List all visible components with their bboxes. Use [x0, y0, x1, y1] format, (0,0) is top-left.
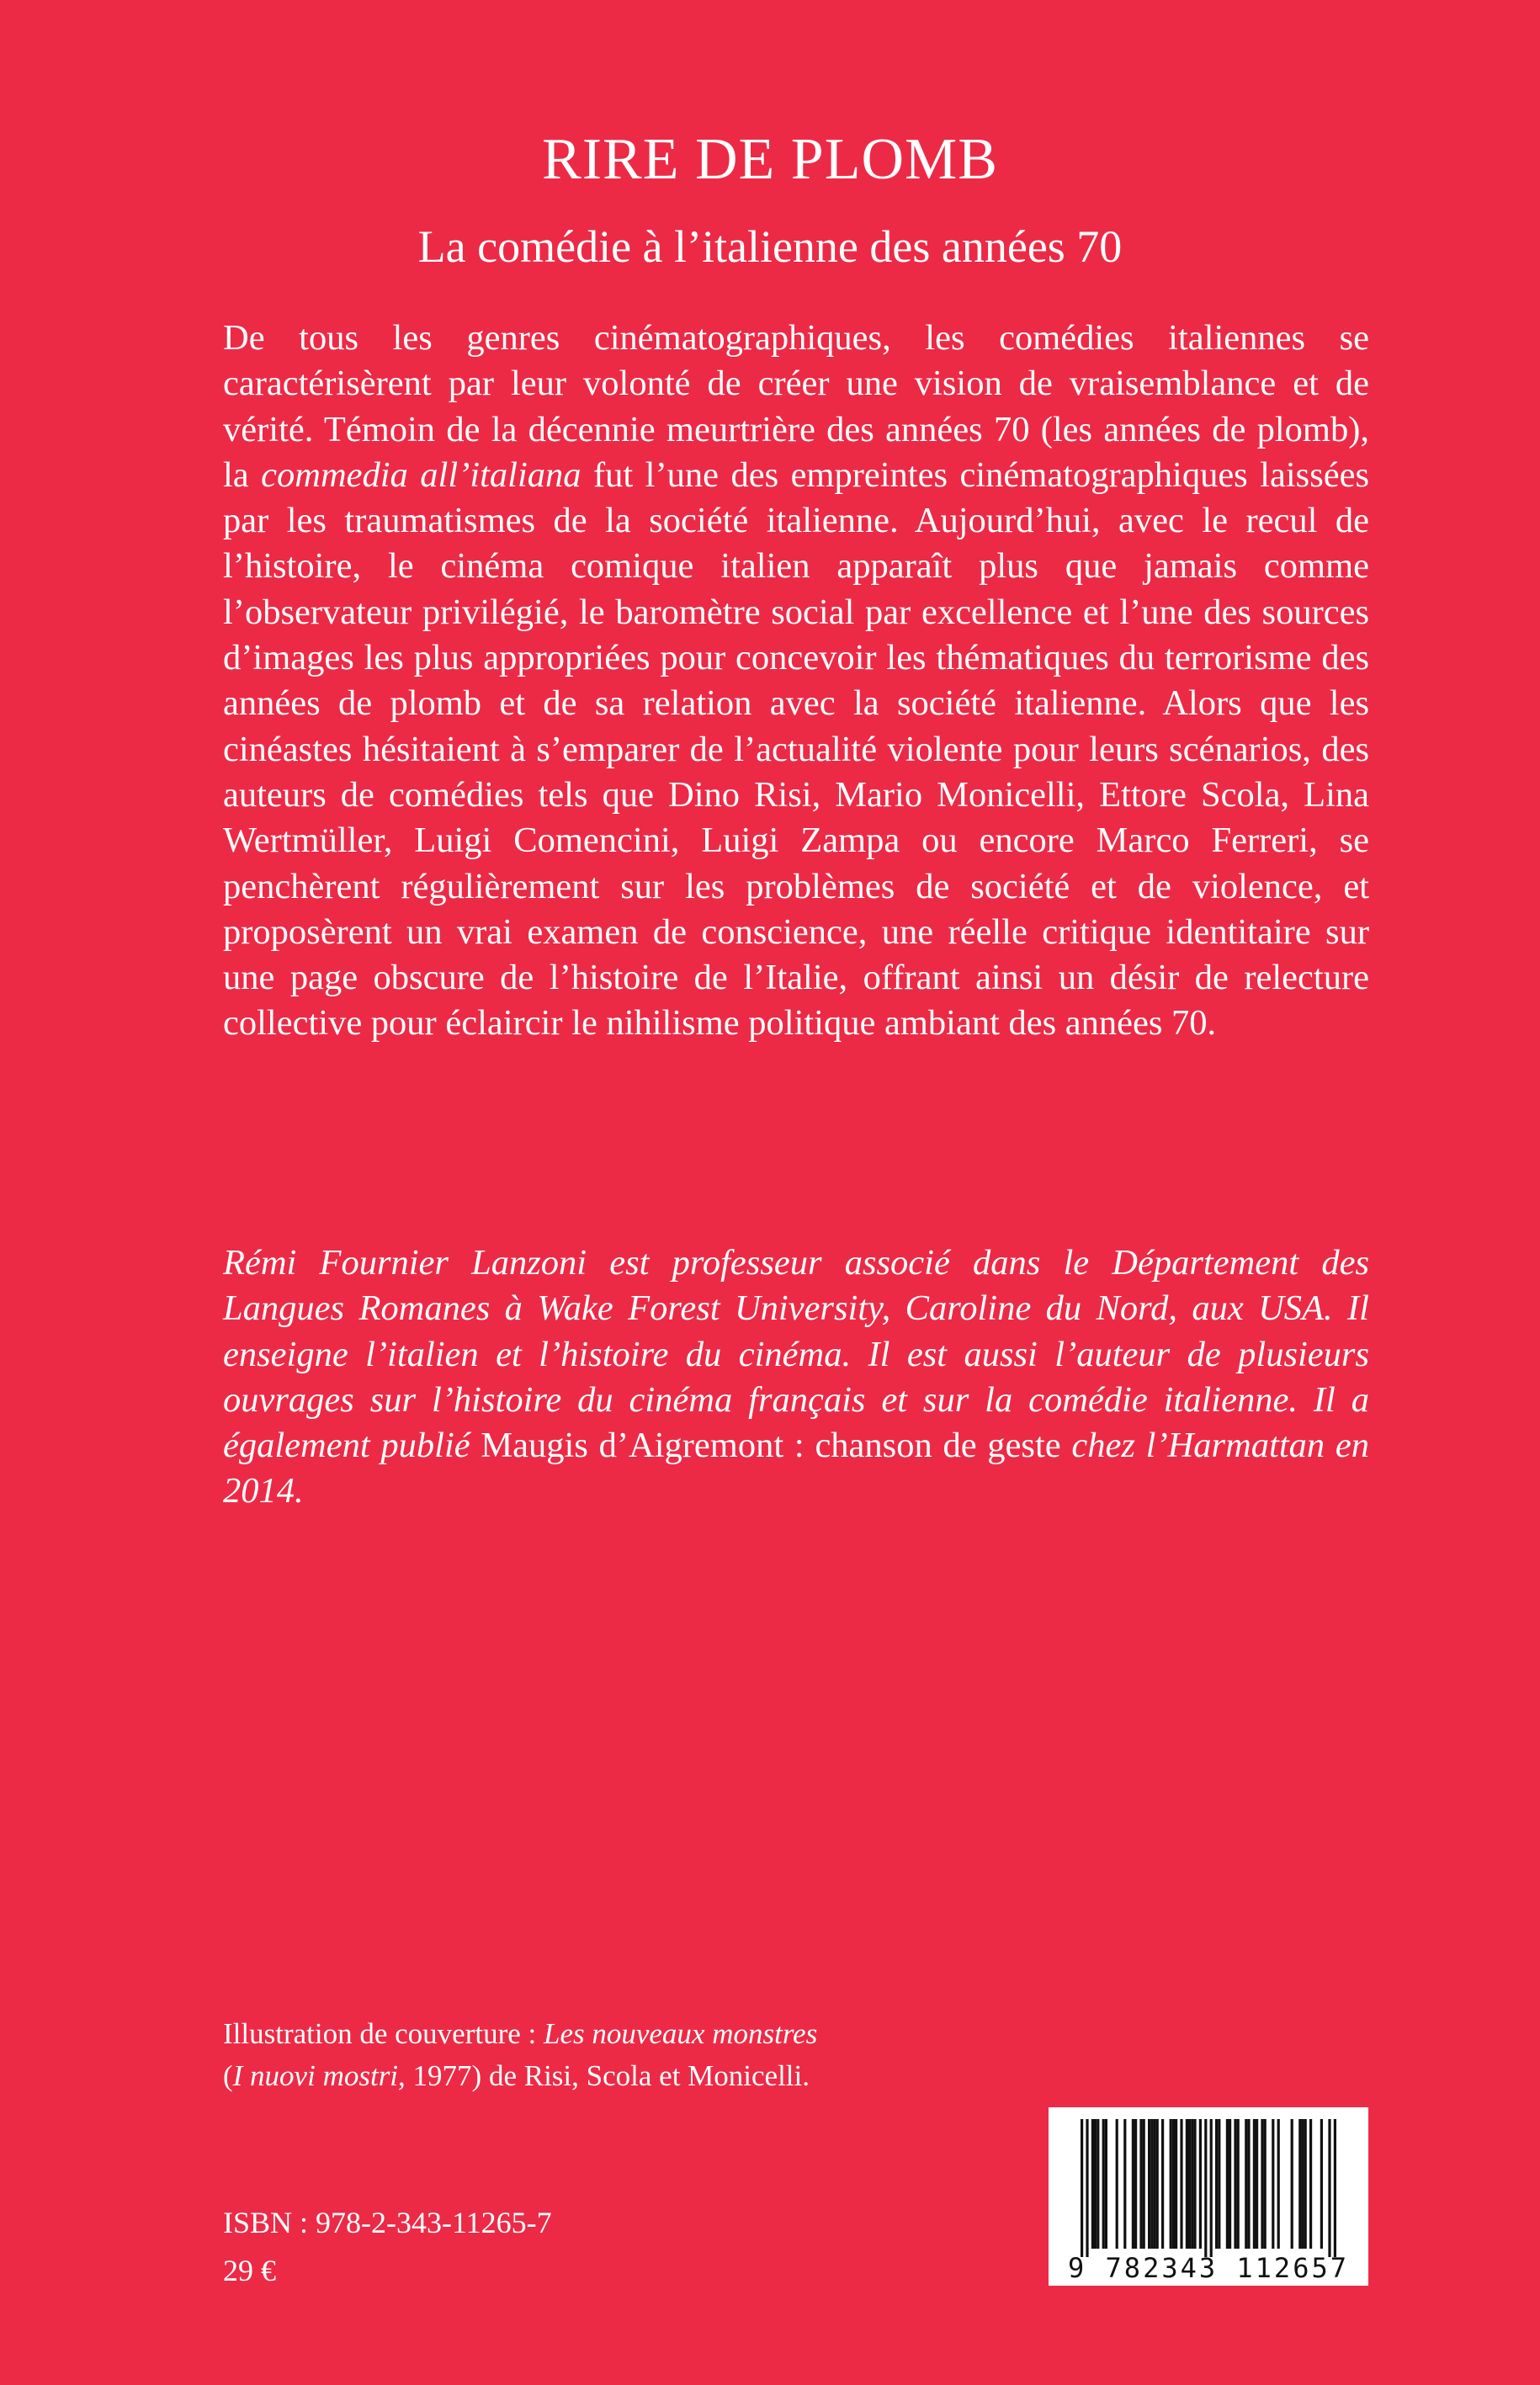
summary-text-2: fut l’une des empreintes cinématographiques laissées par les traumatismes de la société italienne. Aujourd’hui, avec le recul de l’histoire, le cinéma comique italien apparaît plus que jamais comme l’observateur privilégié, le baromètre social par excellence et l’une des sources d’images les plus appropriées pour concevoir les thématiques du terrorisme des années de plomb et de sa relation avec la société italienne. Alors que les cinéastes hésitaient à s’emparer de l’actualité violente pour leurs scénarios, des auteurs de comédies tels que Dino Risi, Mario Monicelli, Ettore Scola, Lina Wertmüller, Luigi Comencini, Luigi Zampa ou encore Marco Ferreri, se penchèrent régulièrement sur les problèmes de société et de violence, et proposèrent un vrai examen de conscience, une réelle critique identitaire sur une page obscure de l’histoire de l’Italie, offrant ainsi un désir de relecture collective pour éclaircir le nihilisme politique ambiant des années 70.	[223, 454, 1370, 1044]
barcode-bar	[1086, 2119, 1088, 2257]
barcode-bar	[1143, 2119, 1145, 2249]
credit-film-title: Les nouveaux monstres	[543, 2017, 818, 2050]
barcode-bar	[1245, 2119, 1247, 2249]
credit-label: Illustration de couverture :	[223, 2017, 544, 2050]
barcode-bar	[1097, 2119, 1099, 2249]
barcode-bar	[1139, 2119, 1142, 2249]
barcode-bar	[1175, 2119, 1177, 2249]
barcode-bar	[1328, 2119, 1330, 2257]
barcode-bar	[1116, 2119, 1118, 2249]
barcode-bar	[1132, 2119, 1134, 2249]
barcode-bar	[1298, 2119, 1301, 2249]
barcode-bar	[1253, 2119, 1256, 2249]
barcode-bar	[1334, 2119, 1336, 2257]
summary-text-1: De tous les genres cinématographiques, les comédies italiennes se caractérisèrent par leur volonté de créer une vision de vraisemblance et de vérité. Témoin de la décennie meurtrière des années 70 (les années de plomb), la	[223, 318, 1369, 495]
barcode-bar	[1237, 2119, 1240, 2249]
barcode-bar	[1105, 2119, 1107, 2249]
barcode-bar	[1226, 2119, 1229, 2249]
author-bio	[223, 1240, 1369, 1515]
barcode-bar	[1153, 2119, 1155, 2249]
barcode-bar	[1186, 2119, 1188, 2249]
barcode-bar	[1094, 2119, 1097, 2249]
barcode-bar	[1309, 2119, 1312, 2249]
barcode-bar	[1180, 2119, 1182, 2249]
barcode-bar	[1123, 2119, 1126, 2249]
barcode-bar	[1102, 2119, 1105, 2249]
author-bio-italic-end: chez l’Harmattan en 2014.	[223, 1426, 1369, 1511]
barcode-bar	[1272, 2119, 1274, 2249]
ean-barcode	[1049, 2107, 1368, 2286]
barcode-bar	[1150, 2119, 1153, 2249]
barcode-bar	[1210, 2119, 1213, 2257]
barcode-bar	[1234, 2119, 1236, 2249]
barcode-bar	[1291, 2119, 1293, 2249]
barcode-bar	[1204, 2119, 1207, 2257]
book-subtitle: La comédie à l’italienne des années 70	[417, 221, 1123, 272]
barcode-bar	[1218, 2119, 1220, 2249]
barcode-bar	[1256, 2119, 1258, 2249]
barcode-bar	[1215, 2119, 1218, 2249]
credit-rest: , 1977) de Risi, Scola et Monicelli.	[398, 2059, 810, 2092]
barcode-bar	[1161, 2119, 1164, 2249]
barcode-bar	[1156, 2119, 1159, 2249]
barcode-bar	[1191, 2119, 1193, 2249]
barcode-number: 9 782343 112657	[1068, 2252, 1349, 2284]
barcode-bar	[1320, 2119, 1323, 2249]
barcode-bar	[1193, 2119, 1196, 2249]
barcode-bar	[1134, 2119, 1137, 2249]
barcode-bar	[1172, 2119, 1175, 2249]
barcode-bar	[1091, 2119, 1094, 2249]
isbn-number: ISBN : 978-2-343-11265-7	[223, 2206, 552, 2239]
credit-paren-open: (	[223, 2059, 233, 2092]
barcode-bar	[1229, 2119, 1231, 2249]
barcode-bar	[1261, 2119, 1263, 2249]
credit-original-title: I nuovi mostri	[232, 2059, 399, 2092]
barcode-bar	[1081, 2119, 1083, 2257]
barcode-bar	[1277, 2119, 1280, 2249]
barcode-bar	[1264, 2119, 1267, 2249]
book-title: RIRE DE PLOMB	[542, 127, 998, 192]
barcode-bar	[1148, 2119, 1150, 2249]
barcode-bar	[1170, 2119, 1172, 2249]
cover-illustration-credit	[223, 2013, 1065, 2097]
book-price: 29 €	[223, 2254, 276, 2287]
barcode-bar	[1199, 2119, 1202, 2249]
barcode-bar	[1188, 2119, 1191, 2249]
summary-italic-term: commedia all’italiana	[261, 454, 581, 495]
barcode-bar	[1304, 2119, 1307, 2249]
author-bio-italic: Rémi Fournier Lanzoni est professeur associé dans le Département des Langues Romanes à Wake Forest University, Caroline du Nord, aux USA. Il enseigne l’italien et l’histoire du cinéma. Il est aussi l’auteur de plusieurs ouvrages sur l’histoire du cinéma français et sur la comédie italienne. Il a également publié	[223, 1243, 1369, 1466]
barcode-bar	[1301, 2119, 1304, 2249]
book-summary	[223, 316, 1369, 1047]
barcode-bar	[1247, 2119, 1250, 2249]
author-bio-book-title: Maugis d’Aigremont : chanson de geste	[481, 1426, 1061, 1466]
